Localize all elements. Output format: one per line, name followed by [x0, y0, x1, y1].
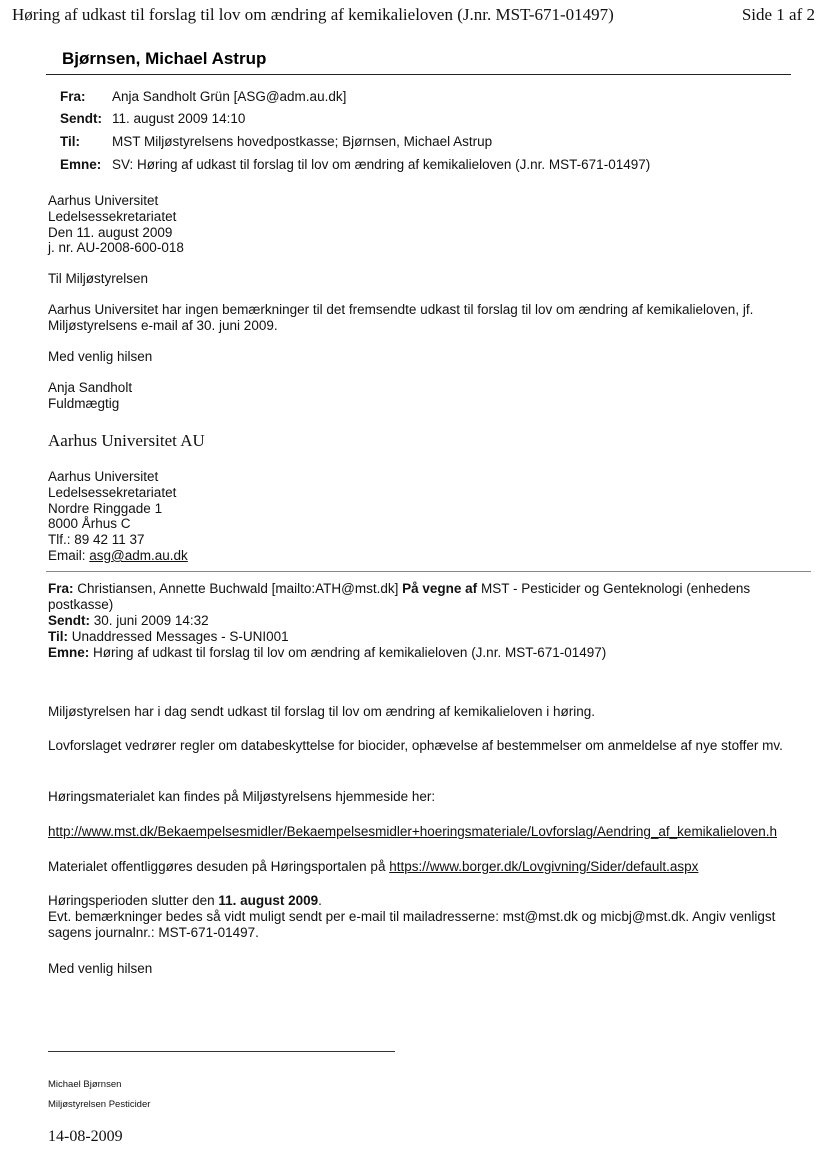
- brand-line: Aarhus Universitet AU: [48, 431, 205, 450]
- subject-label: Emne:: [60, 157, 102, 172]
- email-link[interactable]: asg@adm.au.dk: [89, 547, 188, 563]
- original-from-label: Fra:: [48, 581, 74, 596]
- original-closing: Med venlig hilsen: [48, 961, 153, 976]
- address-line: j. nr. AU-2008-600-018: [48, 240, 184, 256]
- signature-divider: [48, 1051, 395, 1052]
- to-row: [60, 134, 492, 149]
- reply-address-block: [48, 193, 184, 256]
- original-para-1: Miljøstyrelsen har i dag sendt udkast til forslag til lov om ændring af kemikalieloven i høring.: [48, 704, 595, 719]
- original-para-6: Evt. bemærkninger bedes så vidt muligt sendt per e-mail til mailadresserne: mst@mst.dk og micbj@mst.dk. Angiv venligst sagens journalnr.: MST-671-01497.: [48, 909, 776, 940]
- reply-closing: Med venlig hilsen: [48, 349, 153, 364]
- subject-row: [60, 157, 650, 172]
- from-label: Fra:: [60, 89, 86, 104]
- behalf-label: På vegne af: [402, 581, 478, 596]
- print-date: 14-08-2009: [48, 1128, 123, 1145]
- original-para-2: Lovforslaget vedrører regler om databeskyttelse for biocider, ophævelse af bestemmelser om anmeldelse af nye stoffer mv.: [48, 738, 783, 753]
- original-para-4: [48, 859, 698, 875]
- reply-salutation: Til Miljøstyrelsen: [48, 271, 149, 286]
- signature-line: Nordre Ringgade 1: [48, 500, 163, 516]
- original-subject-row: [48, 645, 606, 661]
- footer-org: Miljøstyrelsen Pesticider: [48, 1099, 151, 1110]
- original-subject-value: Høring af udkast til forslag til lov om ændring af kemikalieloven (J.nr. MST-671-01497): [93, 645, 607, 660]
- original-to-value: Unaddressed Messages - S-UNI001: [71, 629, 289, 644]
- email-label: Email:: [48, 547, 90, 563]
- signature-email-line: [48, 548, 188, 564]
- original-to-row: [48, 629, 289, 645]
- deadline-date: 11. august 2009: [218, 893, 319, 908]
- original-sent-value: 30. juni 2009 14:32: [93, 613, 209, 628]
- para-5-suffix: .: [318, 893, 322, 908]
- header-divider: [46, 74, 791, 75]
- signature-line: Tlf.: 89 42 11 37: [48, 532, 145, 548]
- page-number: Side 1 af 2: [741, 5, 815, 24]
- sender-name: Bjørnsen, Michael Astrup: [62, 49, 267, 68]
- to-value: MST Miljøstyrelsens hovedpostkasse; Bjørnsen, Michael Astrup: [112, 134, 493, 149]
- reply-body: Aarhus Universitet har ingen bemærkninger til det fremsendte udkast til forslag til lov om ændring af kemikalieloven, jf. Miljøstyrelsens e-mail af 30. juni 2009.: [48, 302, 754, 333]
- original-sent-label: Sendt:: [48, 613, 90, 628]
- quote-divider: [46, 571, 811, 572]
- hoeringsportal-link[interactable]: https://www.borger.dk/Lovgivning/Sider/default.aspx: [389, 859, 699, 874]
- signer-title: Fuldmægtig: [48, 395, 120, 411]
- behalf-value-cont: postkasse): [48, 596, 114, 612]
- sent-row: [60, 111, 245, 126]
- to-label: Til:: [60, 134, 80, 149]
- from-row: [60, 89, 346, 104]
- signer-name: Anja Sandholt: [48, 380, 133, 395]
- address-line: Den 11. august 2009: [48, 224, 173, 240]
- original-to-label: Til:: [48, 629, 68, 644]
- subject-value: SV: Høring af udkast til forslag til lov om ændring af kemikalieloven (J.nr. MST-671-01497): [112, 157, 651, 172]
- sent-value: 11. august 2009 14:10: [112, 111, 246, 126]
- signature-line: Ledelsessekretariatet: [48, 484, 177, 500]
- para-5-text: Høringsperioden slutter den: [48, 893, 219, 908]
- signer-block: [48, 380, 132, 412]
- address-line: Aarhus Universitet: [48, 193, 159, 208]
- from-value: Anja Sandholt Grün [ASG@adm.au.dk]: [112, 89, 347, 104]
- original-para-3: Høringsmaterialet kan findes på Miljøstyrelsens hjemmeside her:: [48, 789, 436, 804]
- sent-label: Sendt:: [60, 111, 102, 126]
- original-from-row: [48, 581, 808, 613]
- original-subject-label: Emne:: [48, 645, 90, 660]
- signature-block: [48, 469, 188, 564]
- original-link-1-line: [48, 824, 818, 840]
- signature-line: Aarhus Universitet: [48, 469, 159, 484]
- original-para-5: [48, 893, 322, 909]
- hoeringsmateriale-link[interactable]: http://www.mst.dk/Bekaempelsesmidler/Bekaempelsesmidler+hoeringsmateriale/Lovforslag/Aendring_af_kemikalieloven.h: [48, 824, 777, 839]
- address-line: Ledelsessekretariatet: [48, 208, 177, 224]
- original-from-value: Christiansen, Annette Buchwald [mailto:ATH@mst.dk]: [77, 581, 399, 596]
- para-4-text: Materialet offentliggøres desuden på Høringsportalen på: [48, 859, 390, 874]
- original-sent-row: [48, 613, 209, 629]
- document-title: Høring af udkast til forslag til lov om ændring af kemikalieloven (J.nr. MST-671-01497): [12, 5, 614, 24]
- signature-line: 8000 Århus C: [48, 516, 131, 532]
- behalf-value: MST - Pesticider og Genteknologi (enhedens: [480, 581, 751, 596]
- footer-name: Michael Bjørnsen: [48, 1079, 122, 1090]
